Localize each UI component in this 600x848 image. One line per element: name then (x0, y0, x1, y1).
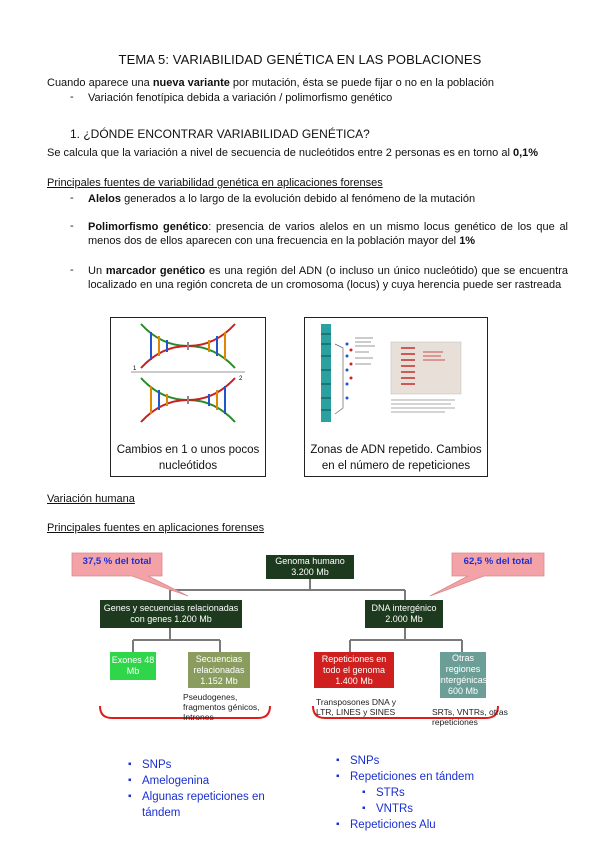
dash-bullet: - (70, 91, 74, 103)
box-genome: Genoma humano 3.200 Mb (266, 555, 354, 579)
intro-post: por mutación, ésta se puede fijar o no en la población (229, 77, 495, 89)
figure-right-caption: Zonas de ADN repetido. Cambios en el número de repeticiones (310, 444, 482, 472)
forensic-heading (47, 521, 264, 535)
section1-text-bold: 0,1% (512, 147, 539, 159)
list-item: ▪ Amelogenina (128, 773, 288, 789)
bullet-alelos (88, 192, 568, 206)
section1-text-pre: Se calcula que la variación a nivel de secuencia de nucleótidos entre 2 personas es en torno al (47, 147, 513, 159)
dash-bullet: - (70, 264, 74, 276)
intro-paragraph (47, 76, 567, 90)
box-other: Otras regiones intergénicas 600 Mb (438, 653, 488, 696)
list-item: ▪ Repeticiones Alu (336, 817, 536, 833)
page-title: TEMA 5: VARIABILIDAD GENÉTICA EN LAS POBLACIONES (118, 52, 482, 67)
section1-text (47, 146, 567, 160)
box-exones: Exones 48 Mb (110, 652, 156, 680)
bullet-polimorfismo (88, 220, 568, 248)
figure-left-caption: Cambios en 1 o unos pocos nucleótidos (116, 444, 260, 472)
sources-heading (47, 176, 383, 190)
poli-pct: 1% (459, 235, 476, 247)
marker-bold: marcador genético (105, 265, 206, 277)
section1-heading: 1. ¿DÓNDE ENCONTRAR VARIABILIDAD GENÉTICA? (70, 127, 370, 141)
note-related: Pseudogenes, fragmentos génicos, Intrones (183, 692, 260, 722)
intro-pre: Cuando aparece una (47, 77, 153, 89)
box-genes: Genes y secuencias relacionadas con genes 1.200 Mb (100, 600, 242, 628)
bullet-marcador (88, 264, 568, 292)
marker-pre: Un (88, 265, 106, 277)
list-intergenic-markers (336, 753, 536, 833)
list-item: ▪ SNPs (128, 757, 288, 773)
marker-text: es una región del ADN (o incluso un único nucleótido) que se encuentra localizado en una región concreta de un cromosoma (locus) y cuya herencia puede ser rastreada (88, 265, 569, 291)
intro-bullet: Variación fenotípica debida a variación / polimorfismo genético (88, 92, 393, 104)
list-item: ▪ STRs (336, 785, 536, 801)
box-intergenic: DNA intergénico 2.000 Mb (365, 600, 443, 628)
dash-bullet: - (70, 220, 74, 232)
forensic-heading-text: Principales fuentes en aplicaciones forenses (47, 522, 265, 534)
box-repeats: Repeticiones en todo el genoma 1.400 Mb (314, 652, 394, 688)
alelos-bold: Alelos (88, 193, 122, 205)
list-item: ▪ SNPs (336, 753, 536, 769)
figure-repeats (304, 317, 488, 477)
variacion-humana-heading (47, 492, 135, 506)
pct-left-label: 37,5 % del total (82, 556, 152, 567)
variacion-humana-text: Variación humana (47, 493, 135, 505)
dash-bullet: - (70, 192, 74, 204)
poli-text: : presencia de varios alelos en un mismo locus genético de los que al menos dos de ellos aparecen con una frecuencia en la población mayor del (88, 221, 569, 247)
alelos-text: generados a lo largo de la evolución debido al fenómeno de la mutación (121, 193, 476, 205)
poli-bold: Polimorfismo genético (88, 221, 209, 233)
figure-snp (110, 317, 266, 477)
chromosome-illustration (305, 318, 487, 430)
pct-right-label: 62,5 % del total (463, 556, 533, 567)
list-item: ▪ Algunas repeticiones en tándem (128, 789, 288, 821)
intro-bold: nueva variante (152, 77, 230, 89)
note-other: SRTs, VNTRs, otras repeticiones (432, 707, 508, 727)
sources-heading-text: Principales fuentes de variabilidad genética en aplicaciones forenses (47, 177, 383, 189)
list-item: ▪ Repeticiones en tándem (336, 769, 536, 785)
dna-helix-illustration (111, 318, 265, 430)
note-repeats: Transposones DNA y LTR, LINES y SINES (316, 697, 396, 717)
list-genes-markers (128, 757, 288, 821)
svg-text:2: 2 (239, 376, 243, 382)
list-item: ▪ VNTRs (336, 801, 536, 817)
svg-text:1: 1 (133, 366, 137, 372)
box-related: Secuencias relacionadas 1.152 Mb (188, 652, 250, 688)
